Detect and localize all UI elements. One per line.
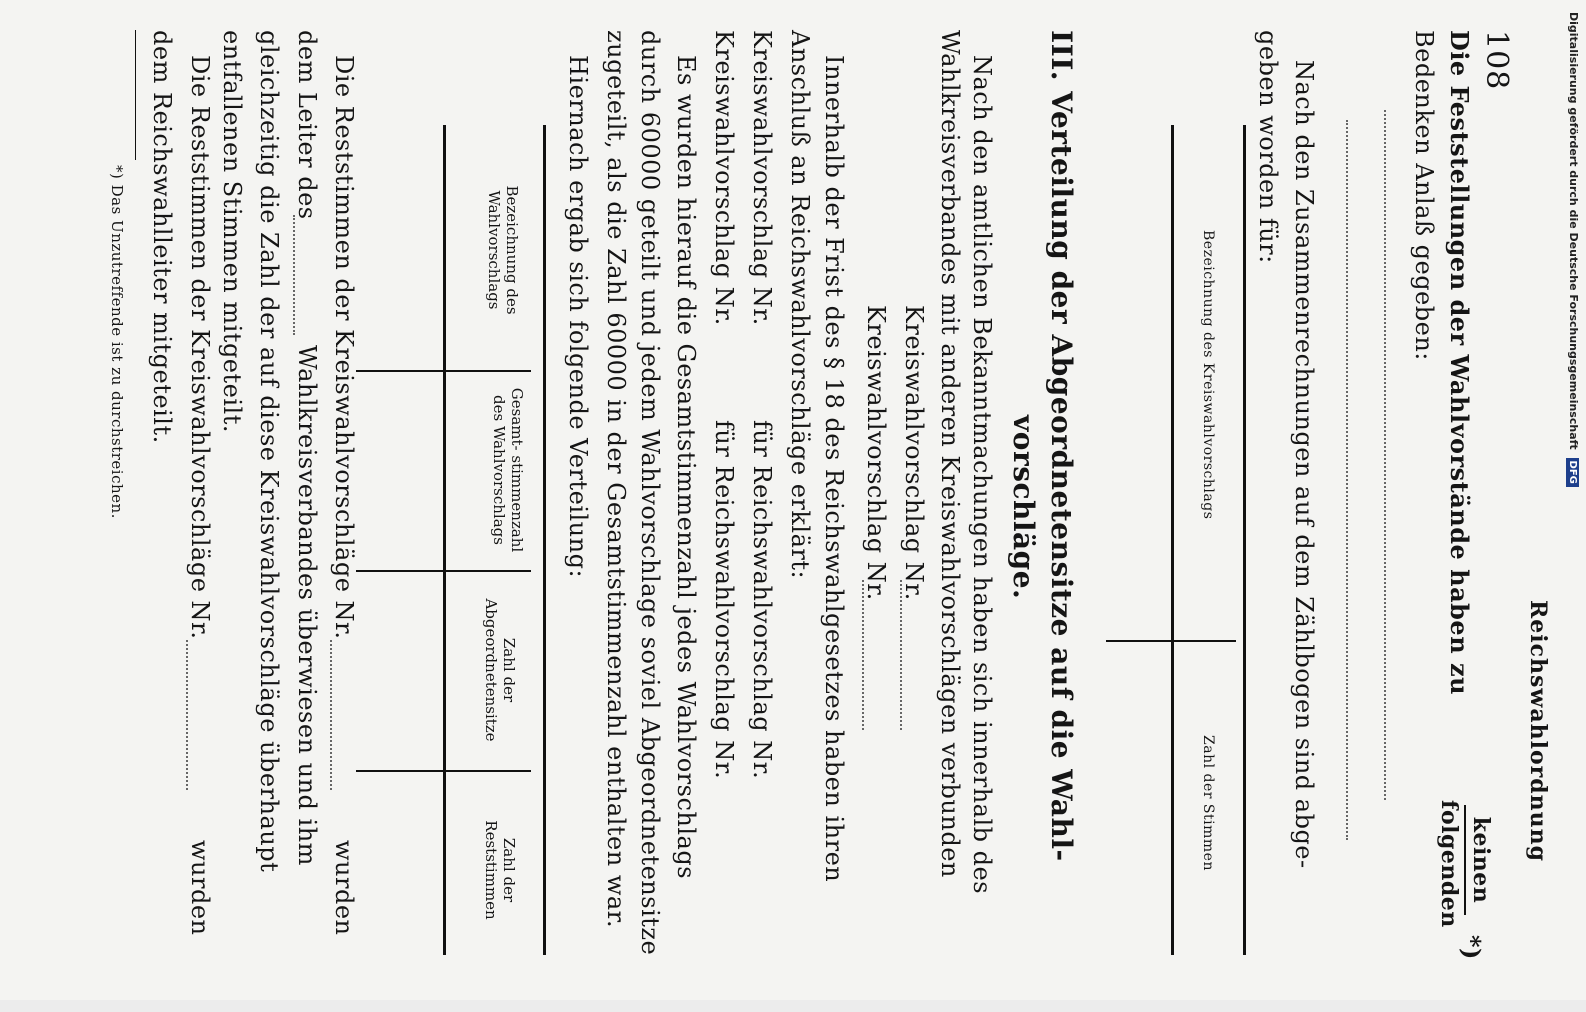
closing-line1: Die Reststimmen der Kreiswahlvorschläge Nr. bbox=[330, 55, 358, 640]
kv1: Kreiswahlvorschlag Nr. bbox=[900, 305, 928, 601]
a2-left: Kreiswahlvorschlag Nr. bbox=[710, 30, 738, 326]
section-heading-cont: vorschläge. bbox=[1007, 415, 1040, 600]
running-title: Reichswahlordnung bbox=[1525, 600, 1551, 862]
page-number: 108 bbox=[1479, 30, 1514, 91]
dotted-line bbox=[1346, 120, 1348, 840]
digitization-credit bbox=[1550, 0, 1580, 1000]
table-column-divider bbox=[1106, 640, 1236, 642]
a1-right: für Reichswahlvorschlag Nr. bbox=[748, 420, 776, 780]
closing-line3: gleichzeitig die Zahl der auf diese Kreiswahlvorschläge überhaupt bbox=[255, 30, 283, 873]
fraction-bottom: folgenden bbox=[1436, 800, 1462, 928]
s3-p3-line2: durch 60000 geteilt und jedem Wahlvorschlage soviel Abgeordnetensitze bbox=[636, 30, 664, 956]
table-header-cell: Zahl der Stimmen bbox=[1200, 735, 1216, 871]
footnote: *) Das Unzutreffende ist zu durchstreichen. bbox=[108, 165, 126, 519]
credit-text: Digitalisierung gefördert durch die Deutsche Forschungsgemeinschaft bbox=[1567, 12, 1580, 450]
closing-line5: Die Reststimmen der Kreiswahlvorschläge Nr. bbox=[186, 55, 214, 640]
closing-line2-end: Wahlkreisverbandes überwiesen und ihm bbox=[293, 345, 321, 866]
table-bottom-rule bbox=[1171, 125, 1174, 955]
dfg-logo: DFG bbox=[1566, 458, 1579, 487]
para1-line1: Die Feststellungen der Wahlvorstände haben zu bbox=[1445, 30, 1474, 696]
footnote-rule bbox=[135, 30, 136, 160]
footnote-marker: *) bbox=[1457, 935, 1486, 960]
table-top-rule bbox=[543, 125, 546, 955]
s3-p1-line1: Nach den amtlichen Bekanntmachungen haben sich innerhalb des bbox=[968, 55, 996, 895]
dotted-line bbox=[186, 640, 188, 790]
table-column-divider bbox=[356, 770, 531, 772]
kv2: Kreiswahlvorschlag Nr. bbox=[862, 305, 890, 601]
closing-line6: dem Reichswahlleiter mitgeteilt. bbox=[148, 30, 176, 444]
s3-p2-line2: Anschluß an Reichswahlvorschläge erklärt: bbox=[786, 30, 814, 580]
s3-p4: Hiernach ergab sich folgende Verteilung: bbox=[564, 55, 592, 579]
fraction-top: keinen bbox=[1468, 816, 1494, 904]
closing-line2: dem Leiter des bbox=[293, 30, 321, 220]
table-bottom-rule bbox=[443, 125, 446, 955]
para1-line2: Bedenken Anlaß gegeben: bbox=[1410, 30, 1438, 361]
s3-p1-line2: Wahlkreisverbandes mit anderen Kreiswahlvorschlägen verbunden bbox=[936, 30, 964, 878]
a2-right: für Reichswahlvorschlag Nr. bbox=[710, 420, 738, 780]
closing-line5-end: wurden bbox=[186, 840, 214, 936]
table-header-cell: Gesamt- stimmenzahl des Wahlvorschlags bbox=[490, 387, 526, 553]
closing-line1-end: wurden bbox=[330, 840, 358, 936]
section-heading: III. Verteilung der Abgeordnetensitze auf die Wahl- bbox=[1045, 30, 1078, 862]
s3-p3-line1: Es wurden hierauf die Gesamtstimmenzahl jedes Wahlvorschlags bbox=[672, 55, 700, 880]
fraction-choice bbox=[1436, 800, 1494, 928]
para2-line2: geben worden für: bbox=[1254, 30, 1282, 264]
closing-line4: entfallenen Stimmen mitgeteilt. bbox=[218, 30, 246, 433]
para2-line1: Nach den Zusammenrechnungen auf dem Zählbogen sind abge- bbox=[1290, 60, 1318, 869]
fraction-bar bbox=[1464, 805, 1466, 915]
table-column-divider bbox=[356, 570, 531, 572]
table-column-divider bbox=[356, 370, 531, 372]
dotted-line bbox=[900, 580, 902, 730]
a1-left: Kreiswahlvorschlag Nr. bbox=[748, 30, 776, 326]
table-header-cell: Bezeichnung des Wahlvorschlags bbox=[485, 185, 521, 315]
dotted-line bbox=[862, 580, 864, 730]
dotted-line bbox=[293, 215, 295, 335]
table-header-cell: Zahl der Abgeordnetensitze bbox=[482, 598, 518, 742]
s3-p3-line3: zugeteilt, als die Zahl 60000 in der Gesamtstimmenzahl enthalten war. bbox=[602, 30, 630, 929]
dotted-line bbox=[330, 640, 332, 790]
table-header-cell: Bezeichnung des Kreiswahlvorschlags bbox=[1200, 230, 1216, 520]
table-top-rule bbox=[1243, 125, 1246, 955]
s3-p2-line1: Innerhalb der Frist des § 18 des Reichswahlgesetzes haben ihren bbox=[820, 55, 848, 883]
dotted-line bbox=[1384, 110, 1386, 800]
table-header-cell: Zahl der Reststimmen bbox=[482, 820, 518, 920]
